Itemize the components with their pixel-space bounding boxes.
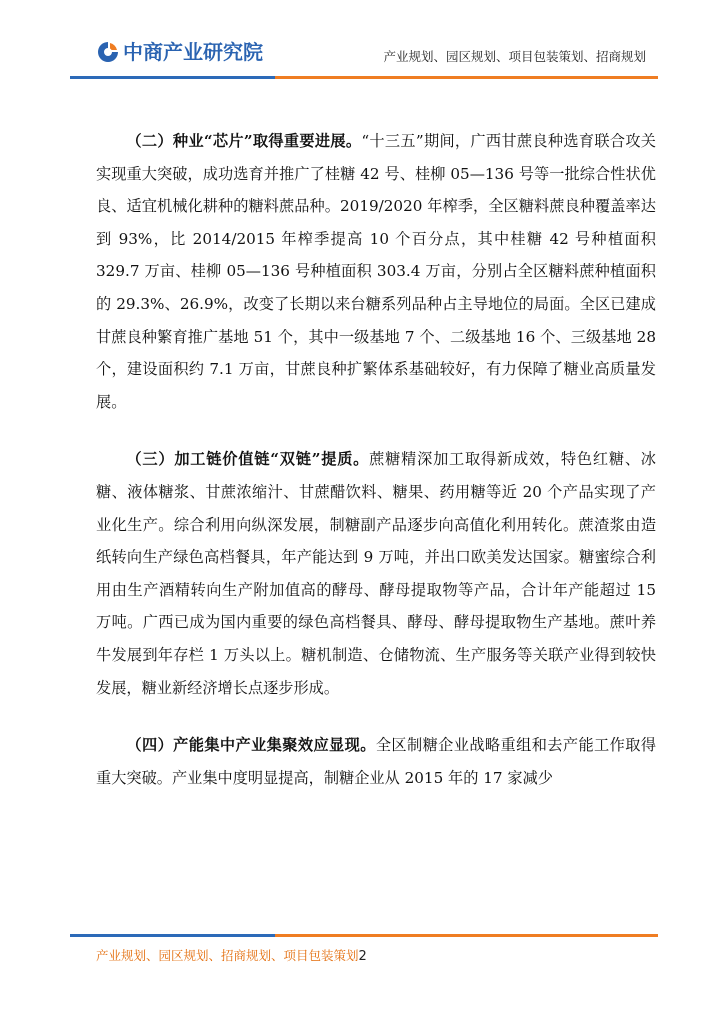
- paragraph-text: 蔗糖精深加工取得新成效，特色红糖、冰糖、液体糖浆、甘蔗浓缩汁、甘蔗醋饮料、糖果、药用糖等近 20 个产品实现了产业化生产。综合利用向纵深发展，制糖副产品逐步向高值化利用转化。蔗渣浆由造纸转向生产绿色高档餐具，年产能达到 9 万吨，并出口欧美发达国家。糖蜜综合利用由生产酒精转向生产附加值高的酵母、酵母提取物等产品，合计年产能超过 15 万吨。广西已成为国内重要的绿色高档餐具、酵母、酵母提取物生产基地。蔗叶养牛发展到年存栏 1 万头以上。糖机制造、仓储物流、生产服务等关联产业得到较快发展，糖业新经济增长点逐步形成。: [96, 450, 656, 697]
- page-header: [0, 0, 724, 85]
- header-tagline: 产业规划、园区规划、项目包装策划、招商规划: [383, 49, 646, 64]
- paragraph-text: “十三五”期间，广西甘蔗良种选育联合攻关实现重大突破，成功选育并推广了桂糖 42 号、桂柳 05—136 号等一批综合性状优良、适宜机械化耕种的糖料蔗品种。2019/2020 年榨季，全区糖料蔗良种覆盖率达到 93%，比 2014/2015 年榨季提高 10 个百分点，其中桂糖 42 号种植面积 329.7 万亩、桂柳 05—136 号种植面积 303.4 万亩，分别占全区糖料蔗种植面积的 29.3%、26.9%，改变了长期以来台糖系列品种占主导地位的局面。全区已建成甘蔗良种繁育推广基地 51 个，其中一级基地 7 个、二级基地 16 个、三级基地 28 个，建设面积约 7.1 万亩，甘蔗良种扩繁体系基础较好，有力保障了糖业高质量发展。: [96, 132, 656, 411]
- paragraph-text: 全区制糖企业战略重组和去产能工作取得重大突破。产业集中度明显提高，制糖企业从 2015 年的 17 家减少: [96, 736, 657, 787]
- paragraph-processing-chain: [96, 443, 656, 704]
- header-divider: [70, 76, 658, 79]
- footer-tagline: 产业规划、园区规划、招商规划、项目包装策划: [96, 948, 359, 963]
- footer-divider: [70, 934, 658, 937]
- logo-text: 中商产业研究院: [123, 40, 263, 64]
- paragraph-seed-industry: [96, 125, 656, 418]
- logo: [96, 40, 263, 64]
- paragraph-heading: （四）产能集中产业集聚效应显现。: [126, 736, 376, 755]
- page-number: 2: [358, 949, 367, 964]
- paragraph-heading: （三）加工链价值链“双链”提质。: [126, 450, 370, 469]
- document-body: [96, 125, 656, 819]
- logo-icon: [96, 40, 120, 64]
- page-footer: [96, 946, 367, 964]
- paragraph-heading: （二）种业“芯片”取得重要进展。: [126, 132, 362, 150]
- paragraph-capacity-concentration: [96, 729, 656, 794]
